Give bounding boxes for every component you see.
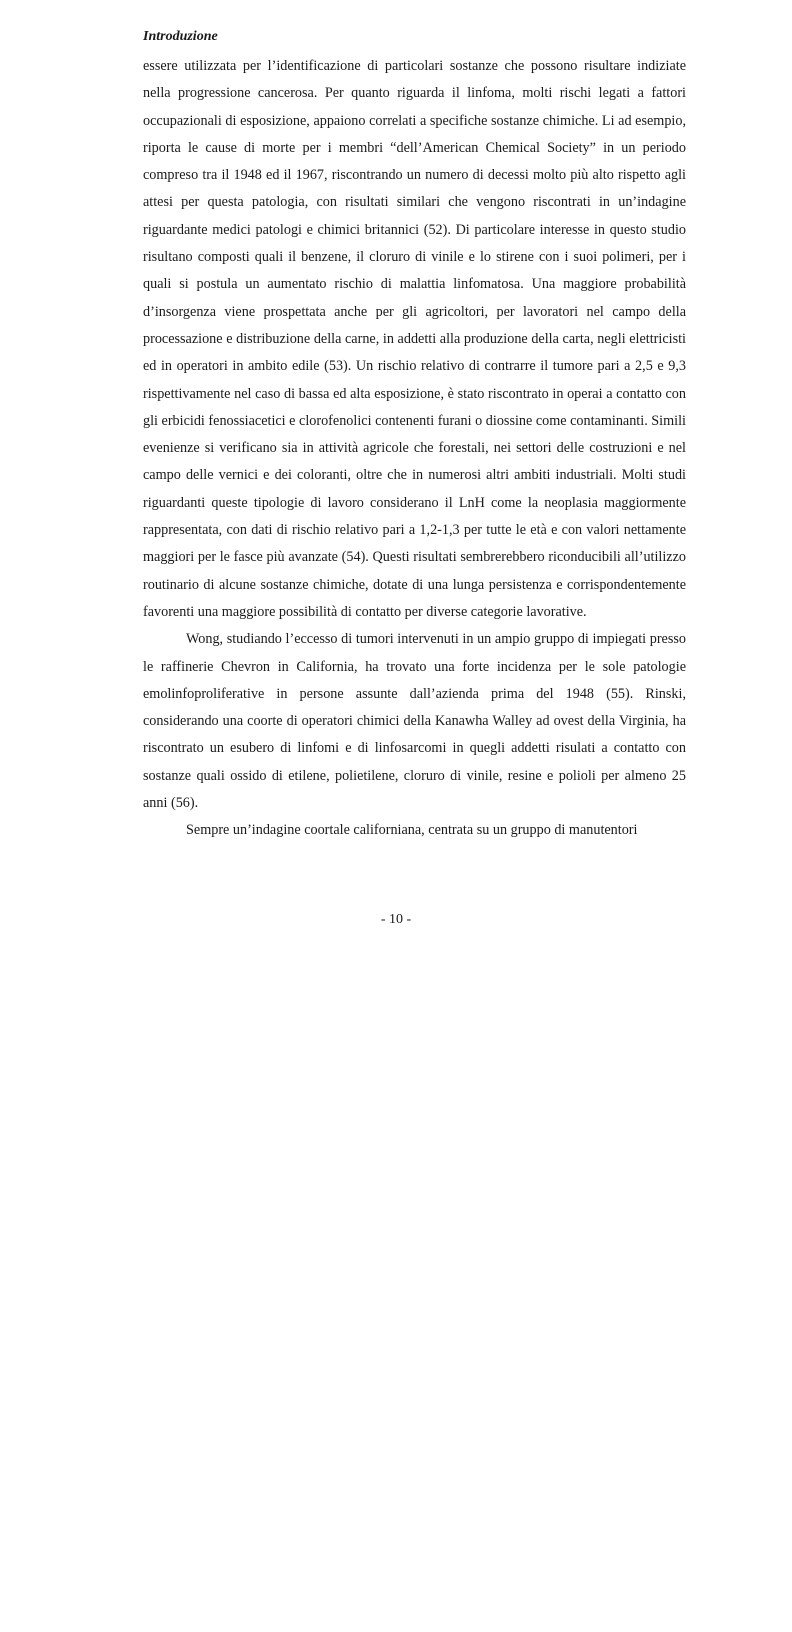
- body-text: [143, 53, 686, 845]
- paragraph-3: Sempre un’indagine coortale californiana, centrata su un gruppo di manutentori: [186, 822, 638, 839]
- section-header: Introduzione: [143, 29, 218, 44]
- page-number: - 10 -: [380, 912, 412, 927]
- paragraph-1: essere utilizzata per l’identificazione di particolari sostanze che possono risultare indiziate nella progressione cancerosa. Per quanto riguarda il linfoma, molti rischi legati a fattori occupazionali di esposizione, appaiono correlati a specifiche sostanze chimiche. Li ad esempio, riporta le cause di morte per i membri “dell’American Chemical Society” in un periodo compreso tra il 1948 ed il 1967, riscontrando un numero di decessi molto più alto rispetto agli attesi per questa patologia, con risultati similari che vengono riscontrati in un’indagine riguardante medici patologi e chimici britannici (52). Di particolare interesse in questo studio risultano composti quali il benzene, il cloruro di vinile e lo stirene con i suoi polimeri, per i quali si postula un aumentato rischio di malattia linfomatosa. Una maggiore probabilità d’insorgenza viene prospettata anche per gli agricoltori, per lavoratori nel campo della processazione e distribuzione della carne, in addetti alla produzione della carta, negli elettricisti ed in operatori in ambito edile (53). Un rischio relativo di contrarre il tumore pari a 2,5 e 9,3 rispettivamente nel caso di bassa ed alta esposizione, è stato riscontrato in operai a contatto con gli erbicidi fenossiacetici e clorofenolici contenenti furani o diossine come contaminanti. Simili evenienze si verificano sia in attività agricole che forestali, nei settori delle costruzioni e nel campo delle vernici e dei coloranti, oltre che in numerosi altri ambiti industriali. Molti studi riguardanti queste tipologie di lavoro considerano il LnH come la neoplasia maggiormente rappresentata, con dati di rischio relativo pari a 1,2-1,3 per tutte le età e con valori nettamente maggiori per le fasce più avanzate (54). Questi risultati sembrerebbero riconducibili all’utilizzo routinario di alcune sostanze chimiche, dotate di una lunga persistenza e corrispondentemente favorenti una maggiore possibilità di contatto per diverse categorie lavorative.: [143, 58, 686, 620]
- paragraph-2: Wong, studiando l’eccesso di tumori intervenuti in un ampio gruppo di impiegati presso le raffinerie Chevron in California, ha trovato una forte incidenza per le sole patologie emolinfoproliferative in persone assunte dall’azienda prima del 1948 (55). Rinski, considerando una coorte di operatori chimici della Kanawha Walley ad ovest della Virginia, ha riscontrato un esubero di linfomi e di linfosarcomi in quegli addetti risulati a contatto con sostanze quali ossido di etilene, polietilene, cloruro di vinile, resine e polioli per almeno 25 anni (56).: [143, 631, 686, 812]
